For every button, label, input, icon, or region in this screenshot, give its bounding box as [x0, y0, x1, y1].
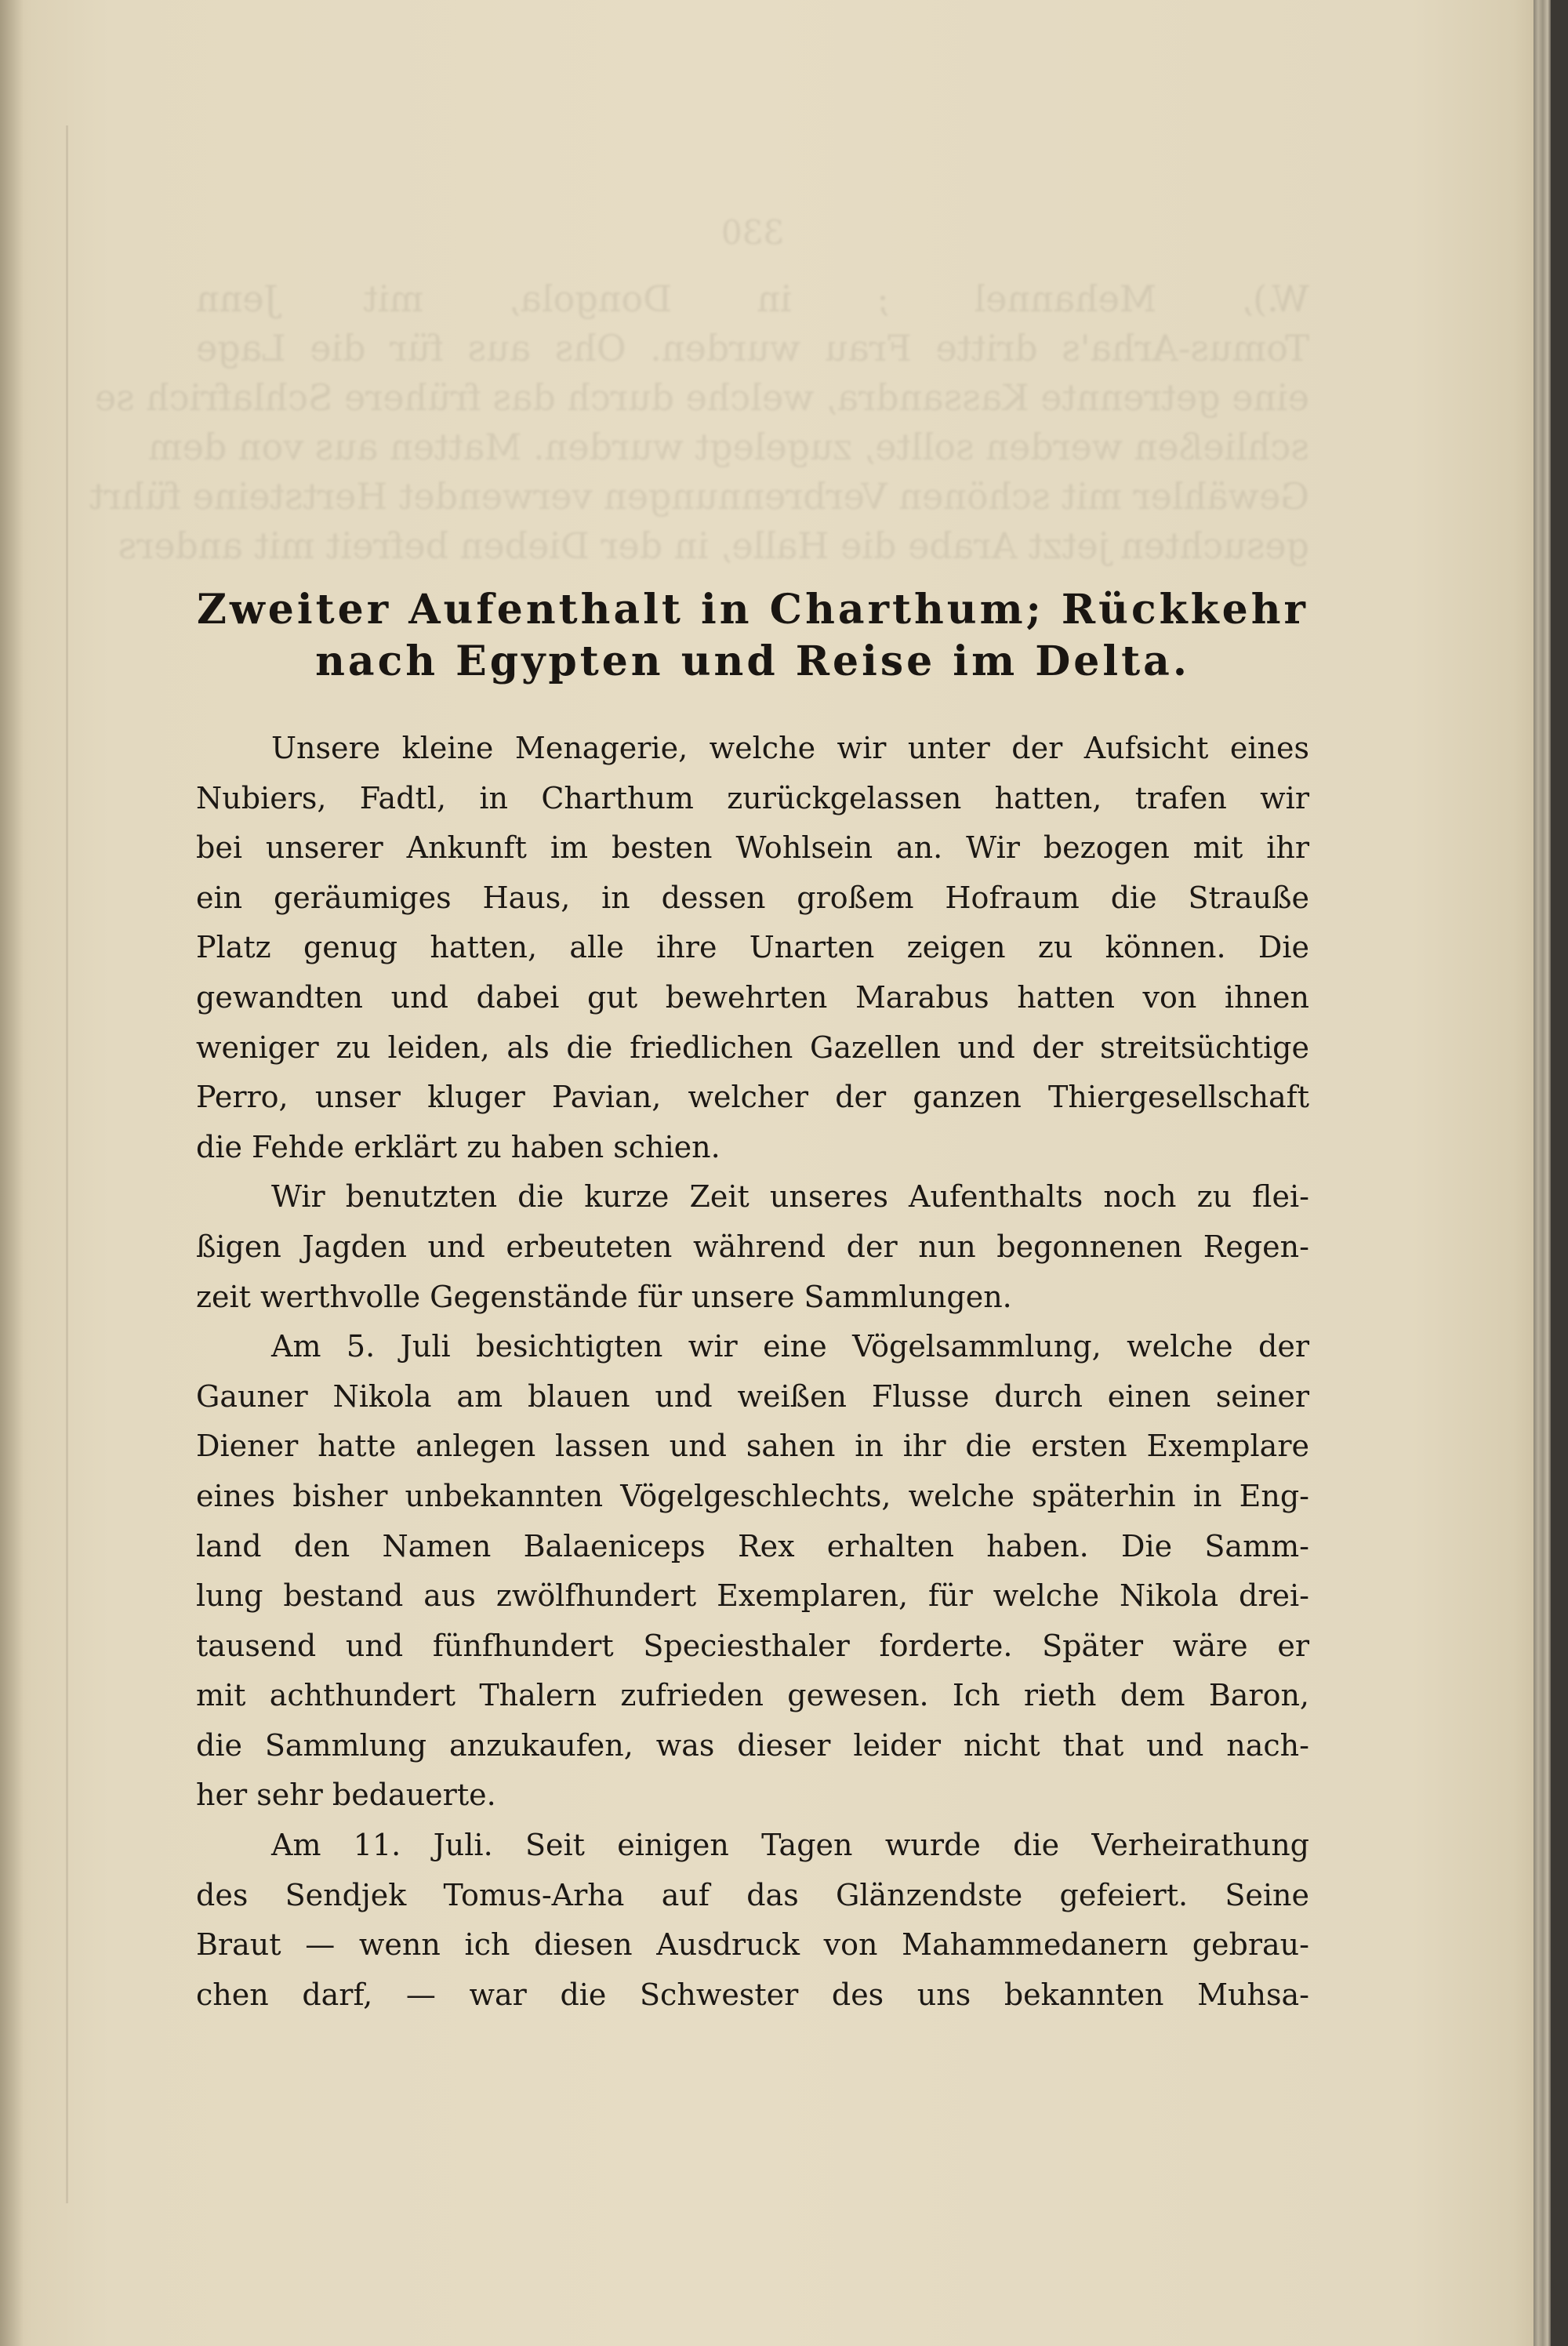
text-line: mit achthundert Thalern zufrieden gewesen. Ich rieth dem Baron,: [196, 1678, 1309, 1713]
text-line: lung bestand aus zwölfhundert Exemplaren, für welche Nikola drei-: [196, 1578, 1309, 1614]
text-line: chen darf, — war die Schwester des uns bekannten Muhsa-: [196, 1977, 1309, 2012]
gutter-shadow: [0, 0, 24, 2346]
text-line: Wir benutzten die kurze Zeit unseres Aufenthalts noch zu flei-: [271, 1179, 1309, 1215]
text-line: Braut — wenn ich diesen Ausdruck von Mahammedanern gebrau-: [196, 1927, 1309, 1963]
text-line: die Sammlung anzukaufen, was dieser leider nicht that und nach-: [196, 1727, 1309, 1763]
bleed-through-page-number: 330: [720, 213, 785, 252]
text-line: weniger zu leiden, als die friedlichen Gazellen und der streitsüchtige: [196, 1030, 1309, 1065]
bleed-through-line: Tomus-Arha's dritte Frau wurden. Ohs aus für die Lage: [196, 327, 1309, 369]
text-line: gewandten und dabei gut bewehrten Marabus hatten von ihnen: [196, 979, 1309, 1015]
text-line: Nubiers, Fadtl, in Charthum zurückgelassen hatten, trafen wir: [196, 780, 1309, 815]
bleed-through-line: gesuchten jetzt Arabe die Halle, in der Dieben befreit mit anders: [118, 525, 1309, 567]
bleed-through-line: W.), Mehannel ; in Dongola, mit Jenn: [196, 278, 1309, 320]
page-edge: [1534, 0, 1551, 2346]
text-line: die Fehde erklärt zu haben schien.: [196, 1129, 720, 1164]
body-text: [196, 724, 1309, 2020]
text-line: Am 5. Juli besichtigten wir eine Vögelsammlung, welche der: [271, 1329, 1309, 1364]
gutter-crease: [66, 125, 68, 2203]
text-line: ein geräumiges Haus, in dessen großem Hofraum die Strauße: [196, 880, 1309, 915]
text-line: Platz genug hatten, alle ihre Unarten zeigen zu können. Die: [196, 930, 1309, 965]
bleed-through-line: Gewähler mit schönen Verbrennungen verwendet Hertsteine führt: [89, 475, 1309, 518]
text-line: zeit werthvolle Gegenstände für unsere Sammlungen.: [196, 1279, 1012, 1314]
text-line: land den Namen Balaeniceps Rex erhalten haben. Die Samm-: [196, 1528, 1309, 1563]
paragraph-vogelsammlung: [196, 1322, 1309, 1821]
text-line: her sehr bedauerte.: [196, 1778, 496, 1813]
bleed-through-line: eine getrennte Kassandra, welche durch das frühere Schlafrich se: [94, 376, 1309, 419]
bleed-through-line: schließen werden sollte, zugelegt wurden. Matten aus von dem: [147, 426, 1309, 468]
chapter-heading-line-2: nach Egypten und Reise im Delta.: [315, 637, 1190, 685]
text-line: Am 11. Juli. Seit einigen Tagen wurde die Verheirathung: [271, 1828, 1309, 1863]
chapter-heading-line-1: Zweiter Aufenthalt in Charthum; Rückkehr: [197, 586, 1308, 634]
bleed-through-text: [89, 208, 1309, 571]
text-line: Unsere kleine Menagerie, welche wir unter der Aufsicht eines: [271, 731, 1309, 765]
text-line: tausend und fünfhundert Speciesthaler forderte. Später wäre er: [196, 1628, 1309, 1663]
text-line: Perro, unser kluger Pavian, welcher der ganzen Thiergesellschaft: [196, 1080, 1309, 1115]
paragraph-verheirathung: [196, 1821, 1309, 2020]
paragraph-menagerie: [196, 724, 1309, 1172]
paragraph-jagden: [196, 1172, 1309, 1322]
text-line: Gauner Nikola am blauen und weißen Flusse durch einen seiner: [196, 1378, 1309, 1414]
chapter-heading: [196, 584, 1309, 688]
text-line: eines bisher unbekannten Vögelgeschlechts, welche späterhin in Eng-: [196, 1478, 1309, 1513]
text-line: ßigen Jagden und erbeuteten während der nun begonnenen Regen-: [196, 1229, 1309, 1264]
text-line: des Sendjek Tomus-Arha auf das Glänzendste gefeiert. Seine: [196, 1877, 1309, 1912]
text-line: Diener hatte anlegen lassen und sahen in ihr die ersten Exemplare: [196, 1429, 1309, 1464]
text-line: bei unserer Ankunft im besten Wohlsein an. Wir bezogen mit ihr: [196, 830, 1309, 866]
